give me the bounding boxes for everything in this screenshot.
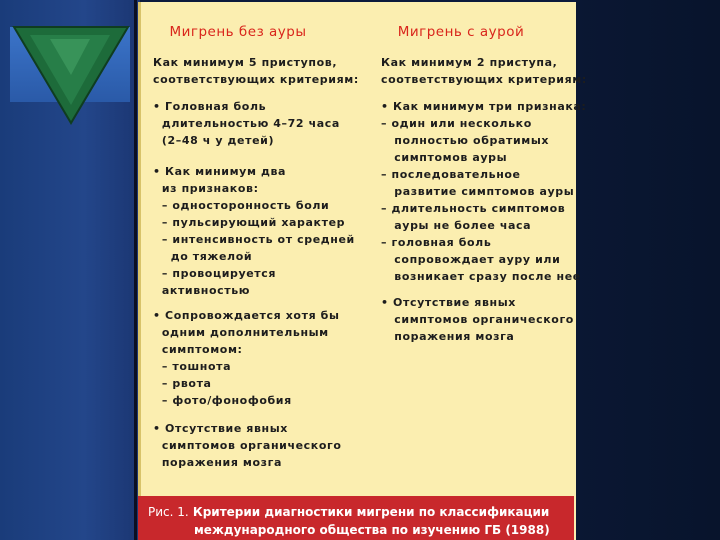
criteria-panel — [138, 2, 587, 540]
intro-with-aura: Как минимум 2 приступа, соответствующих критериям: — [381, 56, 587, 86]
column-title-with-aura: Мигрень с аурой — [397, 24, 525, 40]
column-title-without-aura: Мигрень без ауры — [169, 24, 307, 40]
slide-divider — [134, 0, 137, 540]
column-with-aura — [381, 2, 587, 343]
right-background — [576, 0, 720, 540]
criterion-with-aura-1: • Как минимум три признака: – один или несколько полностью обратимых симптомов ауры – последовательное развитие симптомов ауры – длительность симптомов ауры не более часа – головная боль сопровождает ауру или возникает сразу после нее — [381, 100, 587, 283]
criterion-without-aura-2: • Как минимум два из признаков: – односторонность боли – пульсирующий характер – интенсивность от средней до тяжелой – провоцируется активностью — [153, 165, 355, 297]
criterion-without-aura-3: • Сопровождается хотя бы одним дополнительным симптомом: – тошнота – рвота – фото/фонофобия — [153, 309, 340, 407]
caption-title: Критерии диагностики мигрени по классификации — [192, 505, 550, 519]
intro-without-aura: Как минимум 5 приступов, соответствующих критериям: — [153, 56, 359, 86]
criterion-without-aura-4: • Отсутствие явных симптомов органического поражения мозга — [153, 422, 342, 469]
caption-line-1 — [148, 503, 574, 521]
figure-caption — [138, 496, 574, 540]
column-without-aura — [153, 2, 359, 469]
caption-line-2: международного общества по изучению ГБ (1988) — [194, 523, 550, 537]
criterion-without-aura-1: • Головная боль длительностью 4–72 часа (2–48 ч у детей) — [153, 100, 340, 147]
caption-prefix: Рис. 1. — [148, 505, 189, 519]
criterion-with-aura-2: • Отсутствие явных симптомов органического поражения мозга — [381, 296, 574, 343]
green-triangle-logo-icon — [10, 25, 132, 125]
